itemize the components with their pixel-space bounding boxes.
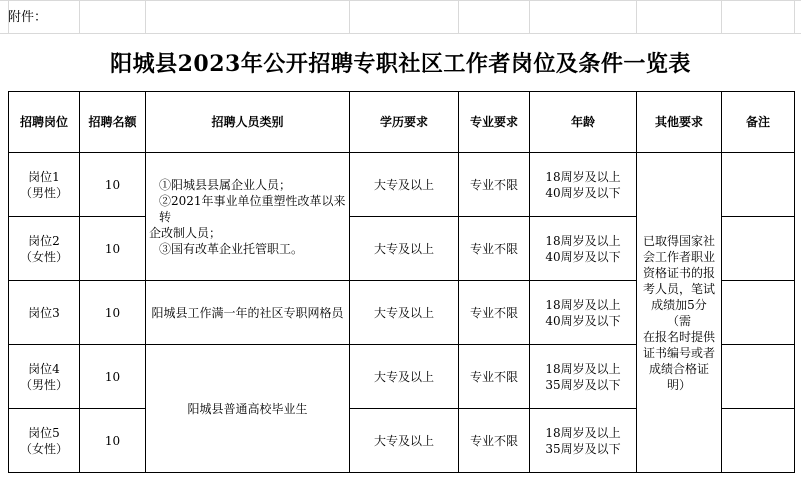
remarks-cell[interactable]	[722, 153, 795, 217]
position-cell[interactable]	[9, 217, 80, 281]
other-line: 已取得国家社	[643, 233, 716, 248]
age-max: 35周岁及以下	[545, 377, 621, 392]
other-line: 会工作者职业	[643, 249, 716, 264]
positions-table	[8, 91, 795, 473]
major-cell[interactable]: 专业不限	[459, 153, 530, 217]
count-cell[interactable]: 10	[80, 281, 146, 345]
gridline	[79, 0, 80, 34]
major-cell[interactable]: 专业不限	[459, 217, 530, 281]
table-row	[9, 153, 795, 217]
major-cell[interactable]: 专业不限	[459, 409, 530, 473]
education-cell[interactable]: 大专及以上	[350, 409, 459, 473]
education-cell[interactable]: 大专及以上	[350, 281, 459, 345]
category-cell-group3[interactable]: 阳城县普通高校毕业生	[146, 345, 350, 473]
other-line: 成绩合格证	[648, 361, 709, 376]
other-requirements-cell[interactable]	[637, 153, 722, 473]
gridline	[794, 0, 795, 34]
header-major: 专业要求	[459, 92, 530, 153]
remarks-cell[interactable]	[722, 281, 795, 345]
header-category: 招聘人员类别	[146, 92, 350, 153]
age-min: 18周岁及以上	[545, 233, 621, 248]
position-gender: （男性）	[19, 185, 68, 200]
header-position: 招聘岗位	[9, 92, 80, 153]
age-min: 18周岁及以上	[545, 169, 621, 184]
education-cell[interactable]: 大专及以上	[350, 345, 459, 409]
position-cell[interactable]	[9, 153, 80, 217]
age-cell[interactable]	[530, 409, 637, 473]
category-cell-group1[interactable]	[146, 153, 350, 281]
position-name: 岗位2	[28, 233, 60, 248]
header-age: 年龄	[530, 92, 637, 153]
gridline	[721, 0, 722, 34]
attachment-label: 附件：	[8, 10, 48, 25]
other-line: 成绩加5分（需	[651, 297, 707, 328]
age-cell[interactable]	[530, 217, 637, 281]
age-cell[interactable]	[530, 153, 637, 217]
age-min: 18周岁及以上	[545, 297, 621, 312]
header-remarks: 备注	[722, 92, 795, 153]
position-cell[interactable]	[9, 409, 80, 473]
category-line: 企改制人员；	[149, 225, 222, 240]
major-cell[interactable]: 专业不限	[459, 345, 530, 409]
category-line: ③国有改革企业托管职工。	[159, 241, 304, 256]
other-line: 考人员，笔试	[643, 281, 716, 296]
position-gender: （女性）	[19, 441, 68, 456]
age-max: 40周岁及以下	[545, 249, 621, 264]
age-cell[interactable]	[530, 281, 637, 345]
category-line: ②2021年事业单位重塑性改革以来转	[159, 193, 346, 224]
count-cell[interactable]: 10	[80, 217, 146, 281]
count-cell[interactable]: 10	[80, 153, 146, 217]
header-row	[9, 92, 795, 153]
count-cell[interactable]: 10	[80, 345, 146, 409]
remarks-cell[interactable]	[722, 217, 795, 281]
position-name: 岗位1	[28, 169, 60, 184]
gridline	[349, 0, 350, 34]
education-cell[interactable]: 大专及以上	[350, 217, 459, 281]
header-education: 学历要求	[350, 92, 459, 153]
count-cell[interactable]: 10	[80, 409, 146, 473]
age-cell[interactable]	[530, 345, 637, 409]
age-max: 35周岁及以下	[545, 441, 621, 456]
position-gender: （女性）	[19, 249, 68, 264]
position-name: 岗位4	[28, 361, 60, 376]
age-min: 18周岁及以上	[545, 361, 621, 376]
remarks-cell[interactable]	[722, 409, 795, 473]
gridline	[0, 0, 801, 1]
category-line: ①阳城县县属企业人员；	[159, 177, 292, 192]
other-line: 证书编号或者	[643, 345, 716, 360]
age-min: 18周岁及以上	[545, 425, 621, 440]
age-max: 40周岁及以下	[545, 185, 621, 200]
gridline	[458, 0, 459, 34]
gridline	[145, 0, 146, 34]
header-other: 其他要求	[637, 92, 722, 153]
remarks-cell[interactable]	[722, 345, 795, 409]
other-line: 明）	[666, 377, 691, 392]
other-line: 在报名时提供	[643, 329, 716, 344]
education-cell[interactable]: 大专及以上	[350, 153, 459, 217]
gridline	[636, 0, 637, 34]
gridline	[529, 0, 530, 34]
other-line: 资格证书的报	[643, 265, 716, 280]
position-name: 岗位5	[28, 425, 60, 440]
page-title: 阳城县2023年公开招聘专职社区工作者岗位及条件一览表	[110, 50, 691, 77]
major-cell[interactable]: 专业不限	[459, 281, 530, 345]
position-gender: （男性）	[19, 377, 68, 392]
age-max: 40周岁及以下	[545, 313, 621, 328]
header-count: 招聘名额	[80, 92, 146, 153]
category-cell-group2[interactable]: 阳城县工作满一年的社区专职网格员	[146, 281, 350, 345]
position-cell[interactable]	[9, 281, 80, 345]
position-cell[interactable]	[9, 345, 80, 409]
position-name: 岗位3	[28, 305, 60, 320]
